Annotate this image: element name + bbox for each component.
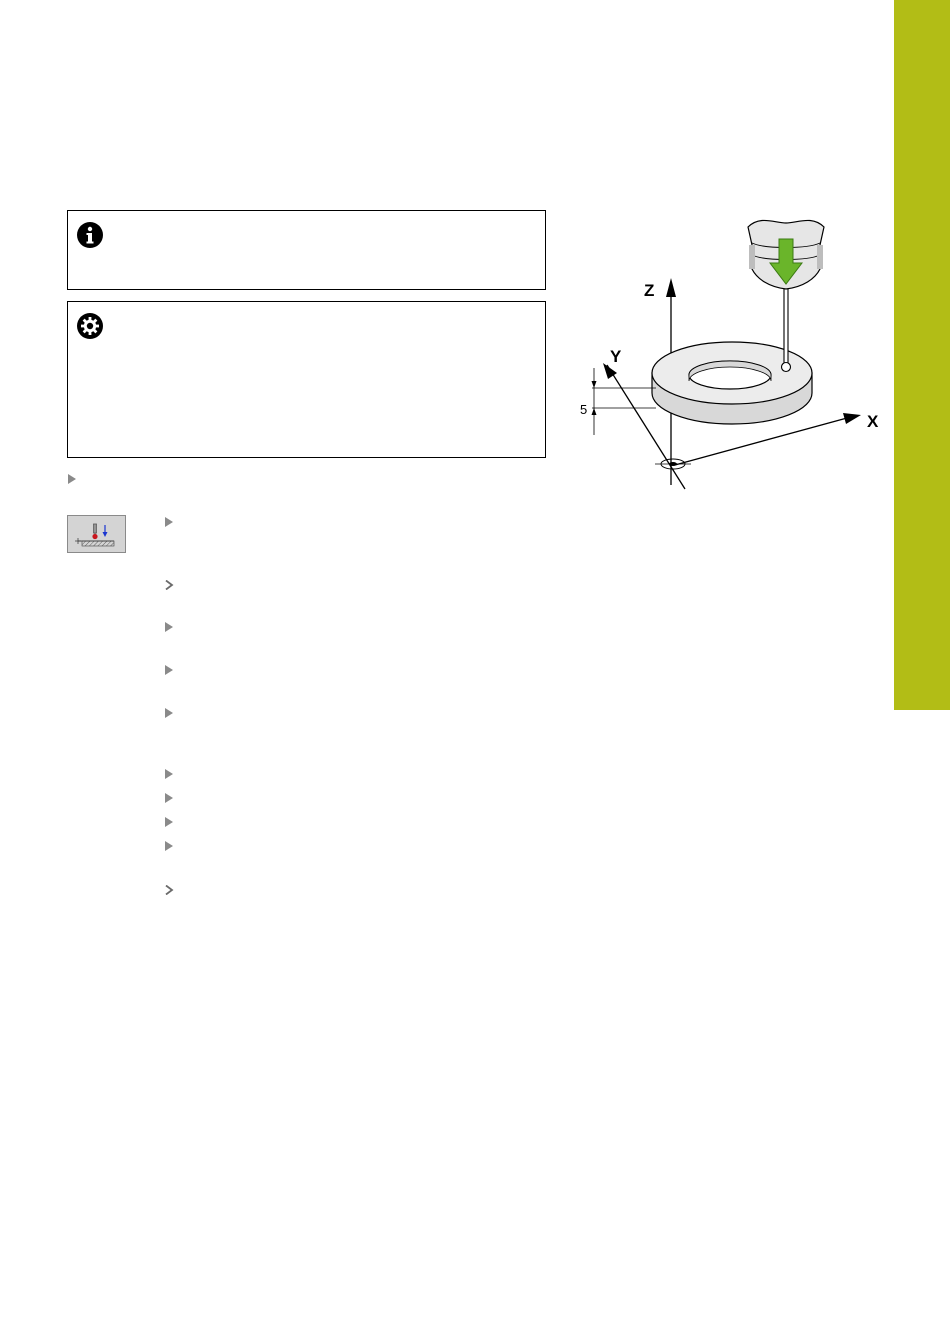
bullet-triangle-icon xyxy=(164,769,174,779)
z-axis-arrowhead xyxy=(666,278,676,297)
bullet-chevron-icon xyxy=(164,885,174,895)
info-note-box xyxy=(67,210,546,290)
bullet-triangle-icon xyxy=(164,622,174,632)
z-axis-label: Z xyxy=(644,281,655,300)
calibrate-length-softkey-icon xyxy=(68,516,125,552)
bullet-triangle-icon xyxy=(164,708,174,718)
bullet-triangle-icon xyxy=(67,474,77,484)
machine-setup-icon xyxy=(76,312,104,340)
machine-setup-note-box xyxy=(67,301,546,458)
calibrate-length-softkey[interactable] xyxy=(67,515,126,553)
dimension-label: 5 xyxy=(580,402,588,417)
bullet-triangle-icon xyxy=(164,841,174,851)
bullet-triangle-icon xyxy=(164,793,174,803)
bullet-triangle-icon xyxy=(164,817,174,827)
bullet-triangle-icon xyxy=(164,665,174,675)
x-axis-label: X xyxy=(867,412,879,431)
info-icon xyxy=(76,221,104,249)
ring-gauge-probing-figure xyxy=(575,205,890,495)
chapter-tab xyxy=(894,0,950,710)
bullet-triangle-icon xyxy=(164,517,174,527)
x-axis-line xyxy=(675,418,847,465)
bullet-chevron-icon xyxy=(164,580,174,590)
y-axis-label: Y xyxy=(610,347,622,366)
x-axis-arrowhead xyxy=(843,413,861,424)
